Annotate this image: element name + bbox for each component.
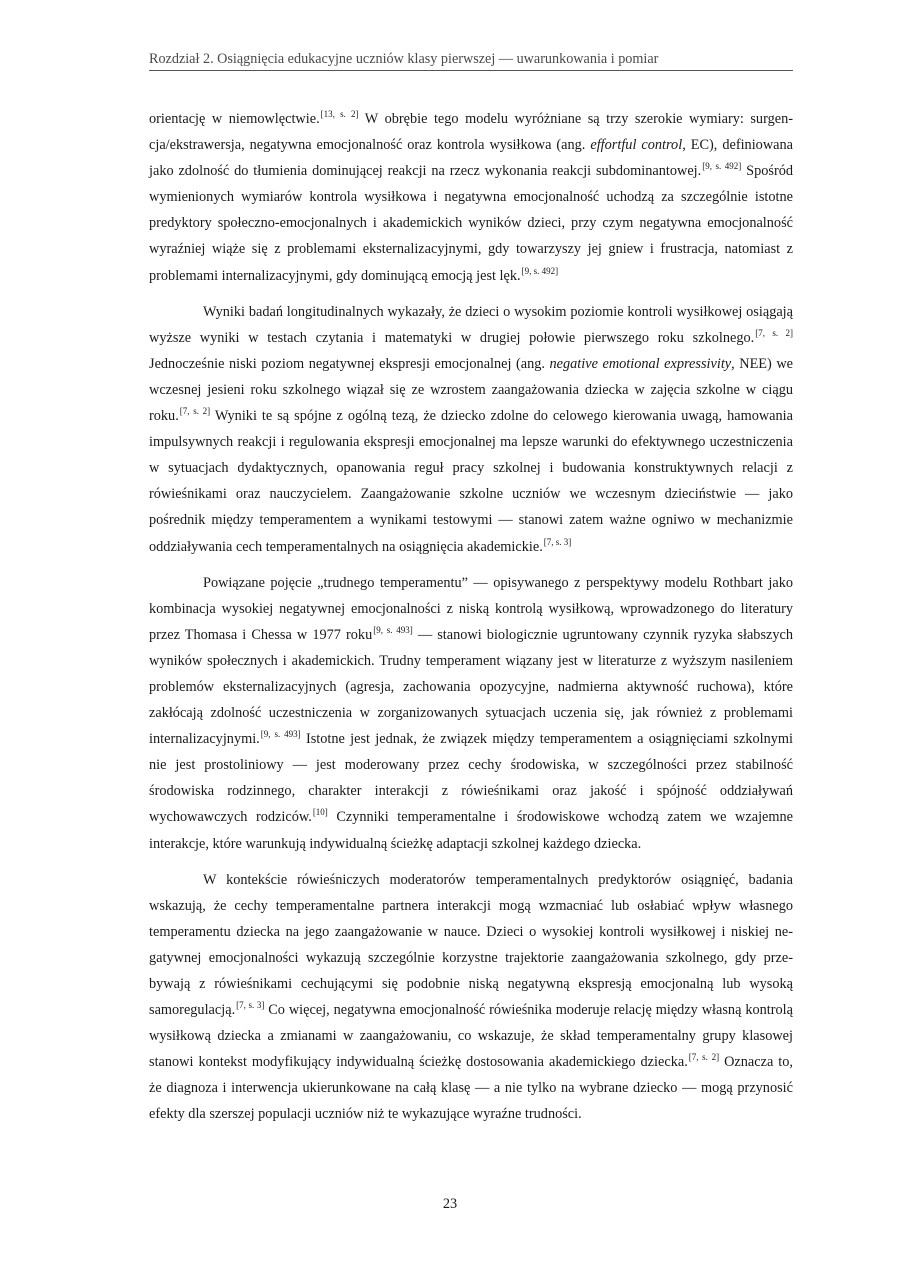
citation-ref: [7, s. 2]: [688, 1052, 720, 1063]
text-run: Oznacza to, że diagnoza i interwencja ukierunkowane na całą klasę — a nie tylko na wybrane dziecko — mogą przynosić efekty dla szerszej populacji uczniów niż te wykazujące wyraźne trudności.: [149, 1054, 793, 1123]
running-title: Rozdział 2. Osiągnięcia edukacyjne uczniów klasy pierwszej — uwarunkowania i pomiar: [149, 51, 659, 67]
citation-ref: [9, s. 492]: [521, 265, 559, 276]
citation-ref: [9, s. 493]: [260, 729, 301, 740]
body-text: [149, 106, 793, 1138]
text-run: , NEE) we wczesnej jesieni roku szkolnego wiązał się ze wzrostem zaangażowania dziecka w zajęcia szkolne w ciągu roku.: [149, 355, 793, 425]
text-run: orientację w niemowlęctwie.: [149, 111, 320, 127]
text-run: Istotne jest jednak, że związek między temperamentem a osiągnięciami szkolnymi nie jest prostoliniowy — jest moderowany przez cechy środowiska, w szczególności przez stabilność środowiska rodzinnego, charakter interakcji z rówieśnikami oraz jakość i spójność oddziaływań wychowawczych rodziców.: [149, 731, 793, 826]
citation-ref: [7, s. 3]: [236, 1000, 265, 1011]
text-run: Czynniki temperamentalne i środowiskowe wchodzą zatem we wzajemne interakcje, które warunkują indywidualną ścieżkę adaptacji szkolnej każdego dziecka.: [149, 809, 794, 852]
citation-ref: [7, s. 2]: [179, 406, 211, 417]
term-english: effortful control: [590, 137, 683, 154]
text-run: Co więcej, negatywna emocjonalność rówieśnika moderuje relację między własną kontrolą wysiłkową dziecka a zmianami w zaangażowaniu, co wskazuje, że skład temperamentalny grupy klasowej stanowi kontekst modyfikujący indywidualną ścieżkę dostosowania akademickiego dziecka.: [149, 1002, 793, 1071]
citation-ref: [7, s. 3]: [543, 536, 572, 547]
citation-ref: [7, s. 2]: [755, 327, 793, 338]
page-number: 23: [442, 1196, 458, 1212]
paragraph: [149, 106, 793, 289]
text-run: W obrębie tego modelu wyróżniane są trzy szerokie wymiary: surgencja/ekstrawersja, negatywna emocjonalność oraz kontrola wysiłkowa (ang.: [149, 111, 793, 154]
paragraph: [149, 299, 793, 560]
paragraph: [149, 867, 793, 1128]
term-english: negative emotional expressivity: [549, 355, 732, 372]
text-run: Powiązane pojęcie „trudnego temperamentu” — opisywanego z perspektywy modelu Rothbart jako kombinacja wysokiej negatywnej emocjonalności z niską kontrolą wysiłkową, wprowadzonego do literatury przez Thomasa i Chessa w 1977 roku: [149, 574, 793, 643]
text-run: Spośród wymienionych wymiarów kontrola wysiłkowa i negatywna emocjonalność uchodzą za szczególnie istotne predyktory społeczno-emocjonalnych i akademickich wyników dzieci, przy czym negatywna emocjonalność wyraźniej wiąże się z problemami eksternalizacyjnymi, gdy towarzyszy jej gniew i frustracja, natomiast z problemami internalizacyjnymi, gdy dominującą emocją jest lęk.: [149, 163, 793, 284]
text-run: — stanowi biologicznie ugruntowany czynnik ryzyka słabszych wyników społecznych i akademickich. Trudny temperament wiązany jest w literaturze z wyższym nasileniem problemów eksternalizacyjnych (agresja, zachowania opozycyjne, nadmierna aktywność ruchowa), które zakłócają zdolność uczestniczenia w zorganizowanych sytuacjach uczenia się, jak również z problemami internalizacyjnymi.: [149, 626, 794, 748]
citation-ref: [9, s. 493]: [373, 624, 413, 635]
text-run: Jednocześnie niski poziom negatywnej ekspresji emocjonalnej (ang.: [149, 355, 550, 372]
citation-ref: [13, s. 2]: [320, 109, 359, 119]
running-header: [149, 50, 793, 71]
text-run: Wyniki badań longitudinalnych wykazały, że dzieci o wysokim poziomie kontroli wysiłkowej osiągają wyższe wyniki w testach czytania i matematyki w drugiej połowie pierwszego roku szkolnego.: [149, 303, 793, 346]
text-run: , EC), definiowana jako zdolność do tłumienia dominującej reakcji na rzecz wykonania reakcji subdominantowej.: [149, 137, 793, 180]
citation-ref: [9, s. 492]: [702, 161, 742, 172]
text-run: W kontekście rówieśniczych moderatorów temperamentalnych predyktorów osiągnięć, badania wskazują, że cechy temperamentalne partnera interakcji mogą wzmacniać lub osłabiać wpływ własnego temperamentu dziecka na jego zaangażowanie w nauce. Dzieci o wysokiej kontroli wysiłkowej i niskiej negatywnej emocjonalności wykazują szczególnie korzystne trajektorie zaangażowania szkolnego, gdy przebywają z rówieśnikami cechującymi się podobnie niską negatywną ekspresją emocjonalną lub wysoką samoregulacją.: [149, 871, 793, 1019]
paragraph: [149, 570, 793, 857]
citation-ref: [10]: [312, 807, 328, 818]
text-run: Wyniki te są spójne z ogólną tezą, że dziecko zdolne do celowego kierowania uwagą, hamowania impulsywnych reakcji i regulowania ekspresji emocjonalnej ma lepsze warunki do efektywnego uczestniczenia w sytuacjach dydaktycznych, opanowania reguł pracy szkolnej i budowania konstruktywnych relacji z rówieśnikami oraz nauczycielem. Zaangażowanie szkolne uczniów we wczesnym dzieciństwie — jako pośrednik między temperamentem a wynikami testowymi — stanowi zatem ważne ogniwo w mechanizmie oddziaływania cech temperamentalnych na osiągnięcia akademickie.: [149, 408, 793, 555]
